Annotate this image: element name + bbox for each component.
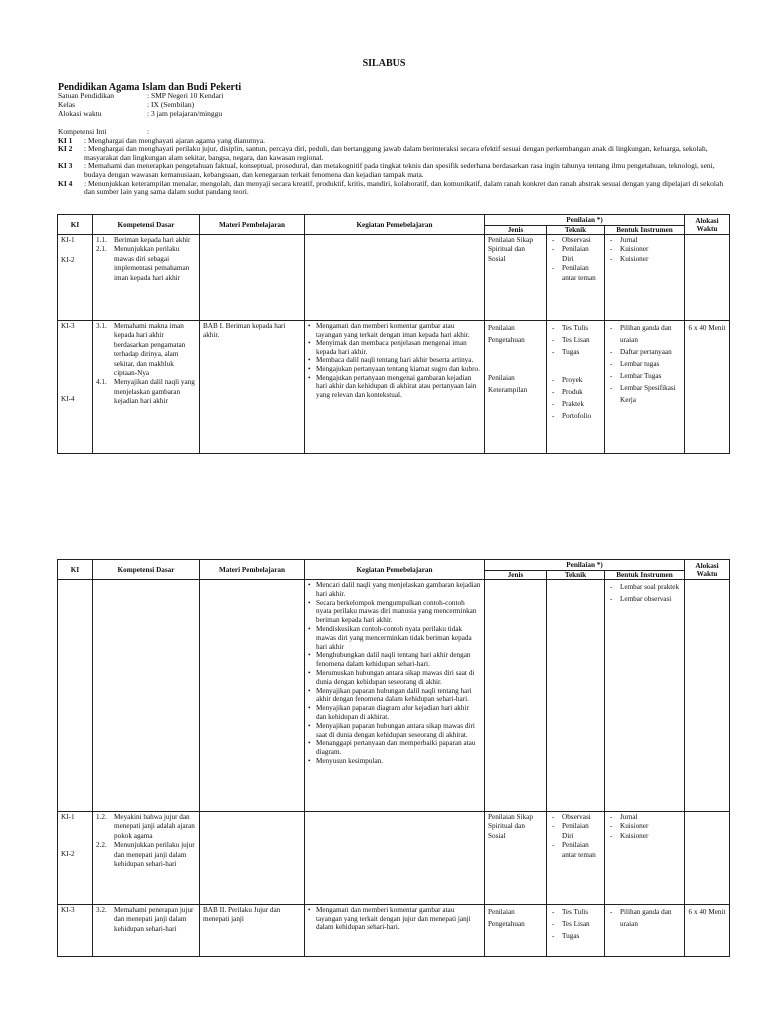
ki-code: KI-3 xyxy=(61,906,75,914)
jenis-cell xyxy=(485,235,547,321)
kegiatan-item: • Mengamati dan memberi komentar gambar atau tayangan yang terkait dengan iman kepada hari akhir. xyxy=(308,322,481,339)
alokasi-cell xyxy=(685,812,730,905)
kegiatan-item: • Mengajukan pertanyaan mengenai gambaran kejadian hari akhir dan kehidupan di akhirat atau pertanyaan lain yang relevan dan kontekstual. xyxy=(308,374,481,400)
bentuk-item: - Lembar observasi xyxy=(608,593,681,605)
teknik-item: - Praktek xyxy=(550,398,601,410)
table-row xyxy=(58,905,730,957)
teknik-item: - Tes Tulis xyxy=(550,322,601,334)
ki-code: KI-2 xyxy=(61,256,75,265)
kd-text: Meyakini bahwa jujur dan menepati janji adalah ajaran pokok agama xyxy=(114,813,195,840)
kegiatan-item: • Menyimak dan membaca penjelasan mengenai iman kepada hari akhir. xyxy=(308,339,481,356)
teknik-cell xyxy=(547,905,605,957)
header-bentuk: Bentuk Instrumen xyxy=(605,226,685,235)
kd-item xyxy=(96,813,196,841)
kd-number: 3.1. xyxy=(96,322,107,330)
identity-value: : SMP Negeri 10 Kendari xyxy=(147,91,224,100)
table-row xyxy=(58,321,730,454)
kegiatan-item: • Mengamati dan memberi komentar gambar atau tayangan yang terkait dengan jujur dan menepati janji dalam kehidupan sehari-hari. xyxy=(308,906,481,932)
header-jenis: Jenis xyxy=(485,571,547,580)
header-penilaian: Penilaian *) xyxy=(485,215,685,226)
teknik-item: - Penilaian Diri xyxy=(550,822,601,841)
header-kd: Kompetensi Dasar xyxy=(93,215,200,235)
teknik-item: - Produk xyxy=(550,386,601,398)
kegiatan-cell xyxy=(305,321,485,454)
kd-text: Menunjukkan perilaku jujur dan menepati janji dalam kehidupan sehari-hari xyxy=(114,841,195,869)
ki-cell xyxy=(58,235,93,321)
ki-text: : Menghargai dan menghayati perilaku jujur, disiplin, santun, percaya diri, peduli, dan bertanggung jawab dalam berinteraksi secara efektif sesuai dengan perkembangan anak di lingkungan, keluarga, sekolah, masyarakat dan lingkungan alam sekitar, bangsa, negara, dan kawasan regional. xyxy=(84,144,708,162)
kd-cell xyxy=(93,321,200,454)
teknik-item: - Observasi xyxy=(550,813,601,822)
identity-row xyxy=(58,100,223,109)
ki-item xyxy=(58,145,726,162)
bentuk-item: - Lembar Spesifikasi Kerja xyxy=(608,382,681,406)
ki-heading-colon: : xyxy=(147,127,150,136)
header-ki: KI xyxy=(58,560,93,580)
materi-text: BAB I. Beriman kepada hari akhir. xyxy=(203,322,286,340)
bentuk-cell xyxy=(605,812,685,905)
kegiatan-item: • Mencari dalil naqli yang menjelaskan gambaran kejadian hari akhir. xyxy=(308,581,481,599)
teknik-cell xyxy=(547,321,605,454)
jenis-text: Penilaian Keterampilan xyxy=(488,374,528,394)
kegiatan-item: • Menanggapi pertanyaan dan memperbaiki paparan atau diagram. xyxy=(308,739,481,757)
kd-cell xyxy=(93,235,200,321)
alokasi-cell xyxy=(685,905,730,957)
header-kegiatan: Kegiatan Pemebelajaran xyxy=(305,560,485,580)
ki-label: KI 2 xyxy=(58,144,73,154)
kd-item xyxy=(96,245,196,283)
teknik-item: - Penilaian antar teman xyxy=(550,264,601,283)
ki-code: KI-2 xyxy=(61,850,75,859)
teknik-item: - Proyek xyxy=(550,374,601,386)
alokasi-cell xyxy=(685,321,730,454)
identity-block xyxy=(58,91,223,118)
kd-number: 4.1. xyxy=(96,378,107,387)
bentuk-item: - Lembar soal praktek xyxy=(608,581,681,593)
ki-code: KI-1 xyxy=(61,813,75,821)
header-alokasi: Alokasi Waktu xyxy=(685,215,730,235)
ki-code: KI-1 xyxy=(61,236,75,244)
header-ki: KI xyxy=(58,215,93,235)
jenis-cell xyxy=(485,321,547,454)
kd-number: 1.2. xyxy=(96,813,107,821)
teknik-item: - Portofolio xyxy=(550,410,601,422)
header-jenis: Jenis xyxy=(485,226,547,235)
bentuk-item: - Pilihan ganda dan uraian xyxy=(608,322,681,346)
kegiatan-item: • Menyajikan paparan diagram alur kejadian hari akhir dan kehidupan di akhirat. xyxy=(308,704,481,722)
teknik-item: - Tes Lisan xyxy=(550,334,601,346)
header-kegiatan: Kegiatan Pemebelajaran xyxy=(305,215,485,235)
ki-text: : Menunjukkan keterampilan menalar, mengolah, dan menyaji secara kreatif, produktif, kritis, mandiri, kolaboratif, dan komunikatif, dalam ranah konkret dan ranah abstrak sesuai dengan yang dipelajari di sekolah dan sumber lain yang sama dalam sudut pandang teori. xyxy=(84,178,724,197)
syllabus-table-2 xyxy=(57,559,730,957)
ki-label: KI 1 xyxy=(58,135,73,145)
teknik-item: - Penilaian antar teman xyxy=(550,841,601,860)
teknik-cell xyxy=(547,580,605,812)
materi-cell xyxy=(200,812,305,905)
ki-label: KI 4 xyxy=(58,178,73,188)
kd-item xyxy=(96,378,196,406)
bentuk-item: - Lembar Tugas xyxy=(608,370,681,382)
kegiatan-item: • Menyajikan paparan hubungan antara sikap mawas diri saat di dunia dengan kehidupan seseorang di akhirat. xyxy=(308,722,481,740)
kd-cell xyxy=(93,580,200,812)
table-row xyxy=(58,812,730,905)
kd-number: 3.2. xyxy=(96,906,107,914)
ki-cell xyxy=(58,321,93,454)
kd-number: 2.1. xyxy=(96,245,107,254)
ki-code: KI-4 xyxy=(61,395,75,404)
teknik-cell xyxy=(547,812,605,905)
jenis-text: Penilaian Sikap Spiritual dan Sosial xyxy=(488,813,533,840)
kegiatan-cell xyxy=(305,580,485,812)
table-row xyxy=(58,580,730,812)
identity-value: : IX (Sembilan) xyxy=(147,100,195,109)
kd-item xyxy=(96,841,196,869)
bentuk-item: - Pilihan ganda dan uraian xyxy=(608,906,681,930)
ki-item xyxy=(58,180,726,197)
header-materi: Materi Pembelajaran xyxy=(200,215,305,235)
alokasi-cell xyxy=(685,580,730,812)
kd-number: 1.1. xyxy=(96,236,107,244)
kegiatan-item: • Menyusun kesimpulan. xyxy=(308,757,481,766)
kegiatan-cell xyxy=(305,812,485,905)
bentuk-item: - Kuisioner xyxy=(608,832,681,841)
kd-cell xyxy=(93,905,200,957)
header-kd: Kompetensi Dasar xyxy=(93,560,200,580)
ki-label: KI 3 xyxy=(58,161,73,171)
alokasi-text: 6 x 40 Menit xyxy=(688,324,726,332)
alokasi-cell xyxy=(685,235,730,321)
ki-text: : Memahami dan menerapkan pengetahuan faktual, konseptual, prosedural, dan metakognitif pada tingkat teknis dan spesifik sederhana berdasarkan rasa ingin tahunya tentang ilmu pengetahuan, teknologi, seni, budaya dengan wawasan kemanusiaan, kebangsaan, dan kenegaraan terkait fenomena dan kejadian tampak mata. xyxy=(84,161,715,179)
kd-item xyxy=(96,906,196,934)
bentuk-item: - Kuisioner xyxy=(608,255,681,264)
jenis-cell xyxy=(485,580,547,812)
materi-cell xyxy=(200,321,305,454)
kd-text: Beriman kepada hari akhir xyxy=(114,236,191,244)
header-teknik: Teknik xyxy=(547,226,605,235)
header-alokasi: Alokasi Waktu xyxy=(685,560,730,580)
teknik-item: - Observasi xyxy=(550,236,601,245)
kegiatan-cell xyxy=(305,905,485,957)
identity-row xyxy=(58,109,223,118)
header-teknik: Teknik xyxy=(547,571,605,580)
identity-row xyxy=(58,91,223,100)
kd-cell xyxy=(93,812,200,905)
kegiatan-item: • Membaca dalil naqli tentang hari akhir beserta artinya. xyxy=(308,356,481,365)
kd-text: Menyajikan dalil naqli yang menjelaskan gambaran kejadian hari akhir xyxy=(114,378,195,406)
document-title: SILABUS xyxy=(362,58,406,69)
ki-text: : Menghargai dan menghayati ajaran agama yang dianutnya. xyxy=(84,135,266,145)
materi-cell xyxy=(200,905,305,957)
materi-text: BAB II. Perilaku Jujur dan menepati janji xyxy=(203,906,281,924)
teknik-item: - Tugas xyxy=(550,346,601,358)
teknik-cell xyxy=(547,235,605,321)
bentuk-item: - Jurnal xyxy=(608,236,681,245)
bentuk-item: - Kuisioner xyxy=(608,822,681,831)
identity-key: Kelas xyxy=(58,100,76,109)
teknik-item: - Penilaian Diri xyxy=(550,245,601,264)
bentuk-item: - Jurnal xyxy=(608,813,681,822)
ki-cell xyxy=(58,905,93,957)
jenis-text: Penilaian Pengetahuan xyxy=(488,324,525,344)
bentuk-item: - Lembar tugas xyxy=(608,358,681,370)
materi-cell xyxy=(200,580,305,812)
jenis-text: Penilaian Sikap Spiritual dan Sosial xyxy=(488,236,533,263)
bentuk-cell xyxy=(605,321,685,454)
alokasi-text: 6 x 40 Menit xyxy=(688,908,726,916)
jenis-cell xyxy=(485,812,547,905)
syllabus-table-1 xyxy=(57,214,730,454)
ki-heading-label: Kompetensi Inti xyxy=(58,127,107,136)
kd-text: Memahami penerapan jujur dan menepati janji dalam kehidupan sehari-hari xyxy=(114,906,194,933)
kd-text: Menunjukkan perilaku mawas diri sebagai implementasi pemahaman iman kepada hari akhir xyxy=(114,245,190,282)
header-penilaian: Penilaian *) xyxy=(485,560,685,571)
kegiatan-item: • Mengajukan pertanyaan tentang kiamat sugro dan kubro. xyxy=(308,365,481,374)
jenis-cell xyxy=(485,905,547,957)
kd-text: Memahami makna iman kepada hari akhir berdasarkan pengamatan terhadap dirinya, alam sekitar, dan makhluk ciptaan-Nya xyxy=(114,322,186,378)
bentuk-cell xyxy=(605,580,685,812)
bentuk-item: - Kuisioner xyxy=(608,245,681,254)
ki-cell xyxy=(58,580,93,812)
header-materi: Materi Pembelajaran xyxy=(200,560,305,580)
teknik-item: - Tugas xyxy=(550,930,601,942)
kegiatan-item: • Merumuskan hubungan antara sikap mawas diri saat di dunia dengan kehidupan seseorang di akhir. xyxy=(308,669,481,687)
identity-key: Alokasi waktu xyxy=(58,109,102,118)
identity-value: : 3 jam pelajaran/minggu xyxy=(147,109,223,118)
materi-cell xyxy=(200,235,305,321)
table-row xyxy=(58,235,730,321)
teknik-item: - Tes Lisan xyxy=(550,918,601,930)
bentuk-cell xyxy=(605,235,685,321)
kegiatan-item: • Mendiskusikan contoh-contoh nyata perilaku tidak mawas diri yang mencerminkan tidak beriman kepada hari akhir xyxy=(308,625,481,651)
ki-code: KI-3 xyxy=(61,322,75,330)
bentuk-item: - Daftar pertanyaan xyxy=(608,346,681,358)
header-bentuk: Bentuk Instrumen xyxy=(605,571,685,580)
kegiatan-item: • Secara berkelompok mengumpulkan contoh-contoh nyata perilaku mawas diri manusia yang mencerminkan beriman kepada hari akhir. xyxy=(308,599,481,625)
kompetensi-inti-section xyxy=(58,128,726,197)
kd-number: 2.2. xyxy=(96,841,107,850)
kegiatan-cell xyxy=(305,235,485,321)
bentuk-cell xyxy=(605,905,685,957)
kd-item xyxy=(96,322,196,378)
kegiatan-item: • Menyajikan paparan hubungan dalil naqli tentang hari akhir dengan fenomena dalam kehidupan sehari-hari. xyxy=(308,687,481,705)
kegiatan-item: • Menghubungkan dalil naqli tentang hari akhir dengan fenomena dalam kehidupan sehari-hari. xyxy=(308,651,481,669)
ki-cell xyxy=(58,812,93,905)
teknik-item: - Tes Tulis xyxy=(550,906,601,918)
identity-key: Satuan Pendidikan xyxy=(58,91,115,100)
subject-title: Pendidikan Agama Islam dan Budi Pekerti xyxy=(58,82,242,93)
kd-item xyxy=(96,236,196,245)
ki-item xyxy=(58,162,726,179)
jenis-text: Penilaian Pengetahuan xyxy=(488,908,525,928)
